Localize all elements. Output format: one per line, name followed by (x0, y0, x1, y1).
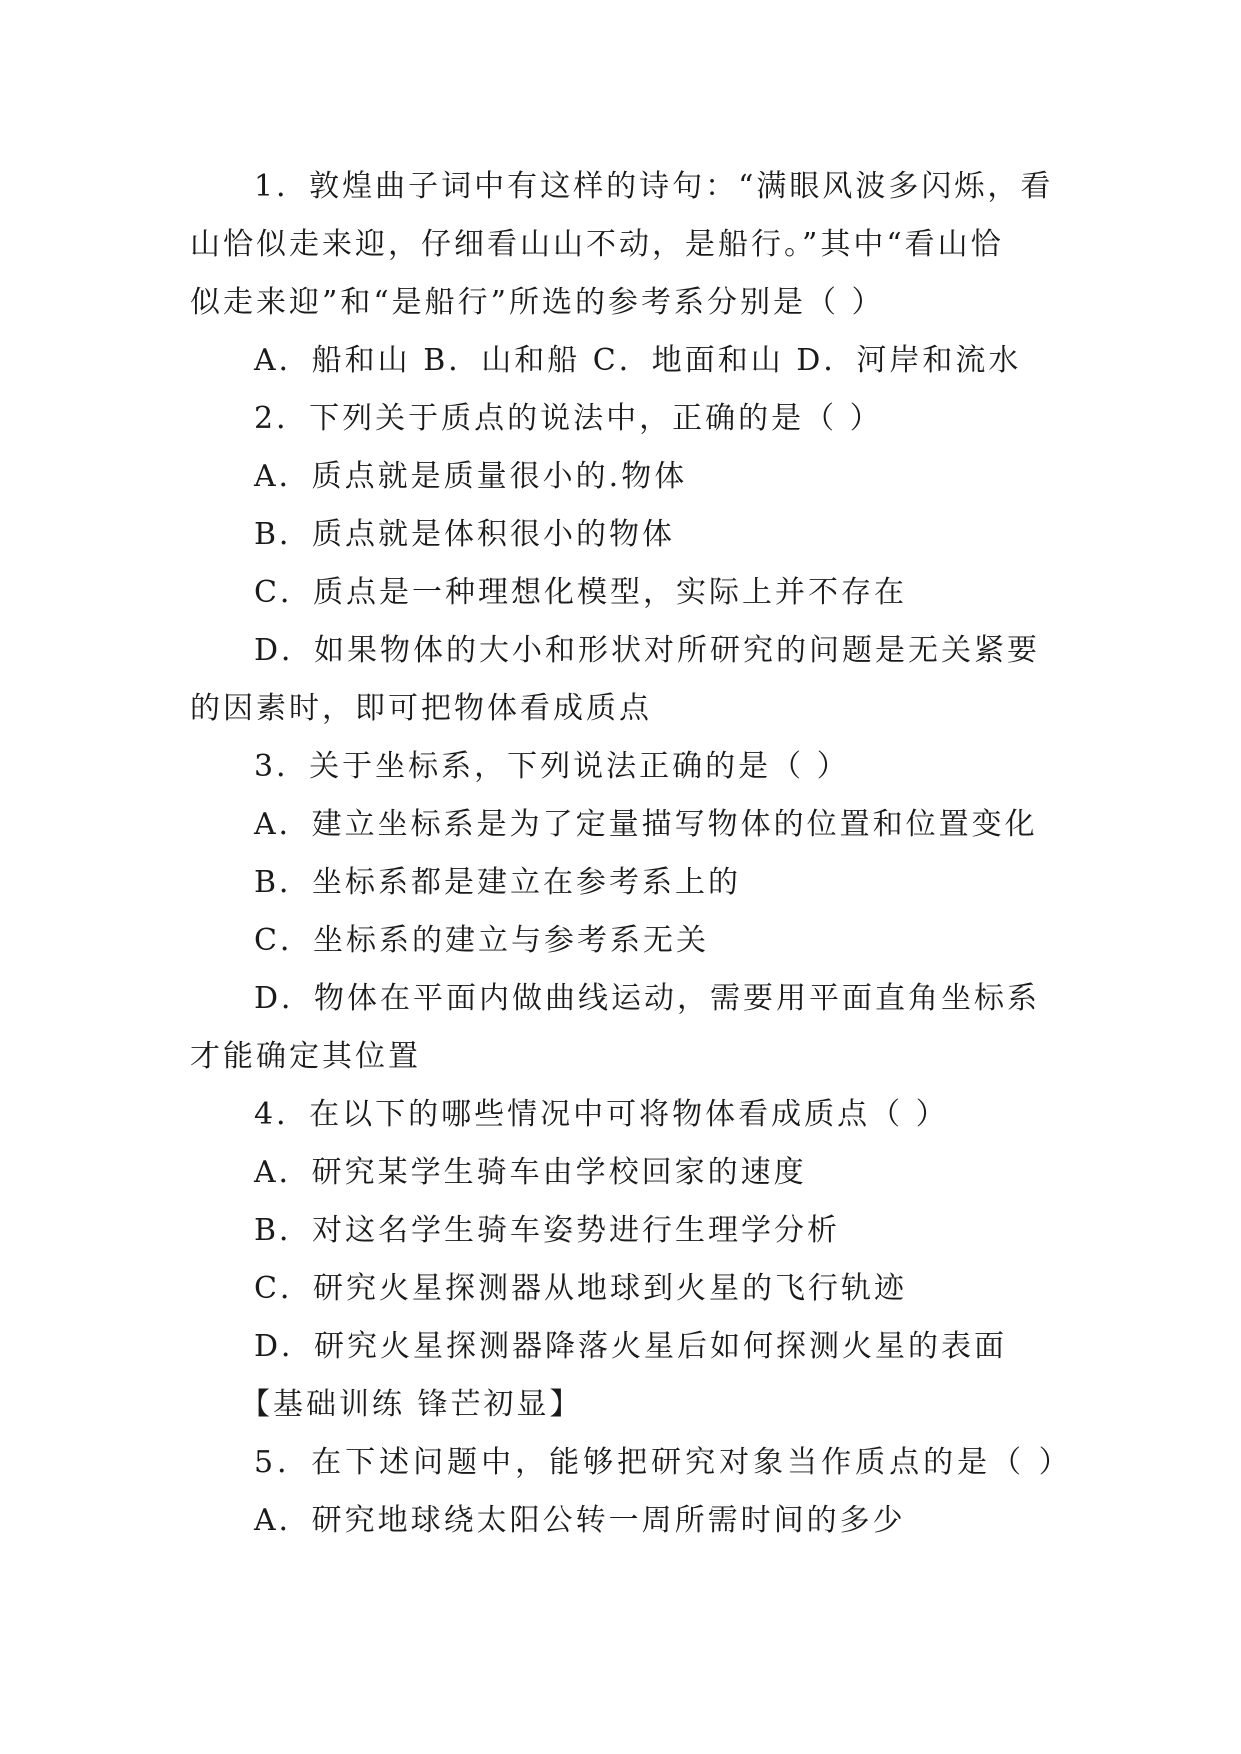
q3-stem: 3．关于坐标系，下列说法正确的是（ ） (254, 749, 850, 784)
q4-option-c: C．研究火星探测器从地球到火星的飞行轨迹 (254, 1271, 907, 1306)
q2-option-b: B．质点就是体积很小的物体 (254, 517, 676, 552)
q3-option-c: C．坐标系的建立与参考系无关 (254, 923, 709, 958)
q3-option-b: B．坐标系都是建立在参考系上的 (254, 865, 742, 900)
q5-option-a: A．研究地球绕太阳公转一周所需时间的多少 (254, 1503, 906, 1538)
document-body (190, 158, 1073, 1550)
q2-option-c: C．质点是一种理想化模型，实际上并不存在 (254, 575, 907, 610)
q3-option-a: A．建立坐标系是为了定量描写物体的位置和位置变化 (254, 807, 1038, 842)
q5-stem: 5．在下述问题中，能够把研究对象当作质点的是（ ） (254, 1445, 1073, 1480)
section-heading: 【基础训练 锋芒初显】 (240, 1387, 583, 1422)
q2-option-d-line-2: 的因素时，即可把物体看成质点 (190, 691, 652, 726)
q1-line-1: 1．敦煌曲子词中有这样的诗句：“满眼风波多闪烁，看 (254, 169, 1054, 204)
q1-options: A．船和山 B．山和船 C．地面和山 D．河岸和流水 (254, 343, 1022, 378)
q4-option-b: B．对这名学生骑车姿势进行生理学分析 (254, 1213, 841, 1248)
q3-option-d-line-2: 才能确定其位置 (190, 1039, 421, 1074)
q2-option-a: A．质点就是质量很小的.物体 (254, 459, 688, 494)
q2-option-d-line-1: D．如果物体的大小和形状对所研究的问题是无关紧要 (254, 633, 1041, 668)
q3-option-d-line-1: D．物体在平面内做曲线运动，需要用平面直角坐标系 (254, 981, 1041, 1016)
q4-stem: 4．在以下的哪些情况中可将物体看成质点（ ） (254, 1097, 949, 1132)
q2-stem: 2．下列关于质点的说法中，正确的是（ ） (254, 401, 883, 436)
q4-option-a: A．研究某学生骑车由学校回家的速度 (254, 1155, 807, 1190)
q1-line-2: 山恰似走来迎，仔细看山山不动，是船行。”其中“看山恰 (190, 227, 1004, 262)
q1-line-3: 似走来迎”和“是船行”所选的参考系分别是（ ） (190, 285, 885, 320)
q4-option-d: D．研究火星探测器降落火星后如何探测火星的表面 (254, 1329, 1008, 1364)
